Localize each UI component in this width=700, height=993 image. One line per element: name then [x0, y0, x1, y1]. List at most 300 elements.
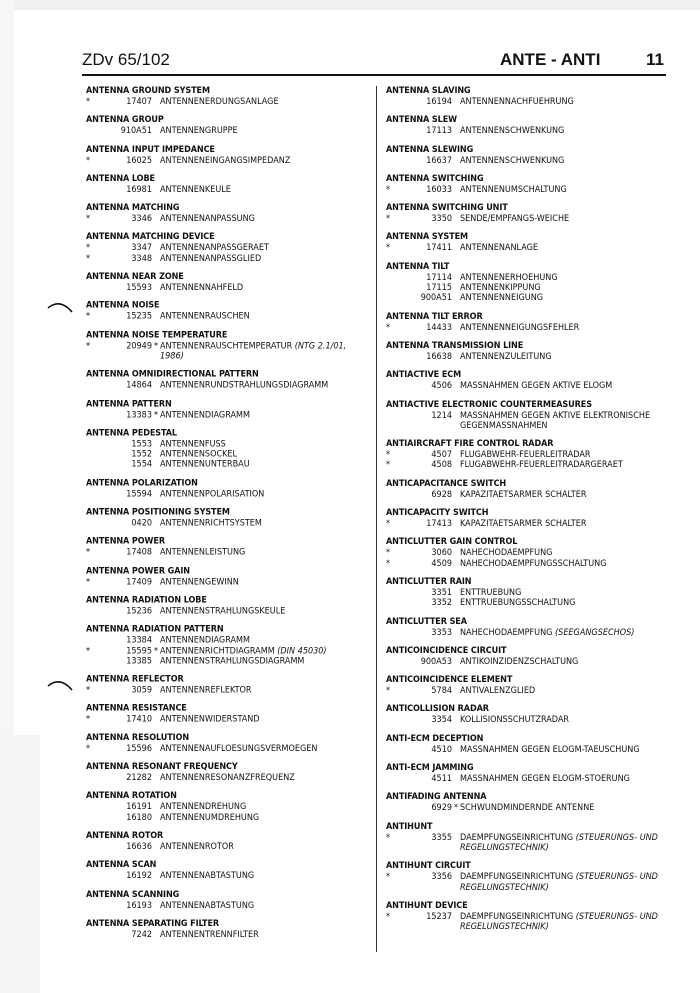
dictionary-entry — [86, 566, 370, 587]
translation-row — [86, 460, 370, 470]
dictionary-entry — [86, 86, 370, 107]
translation-row — [386, 598, 686, 608]
entry-term: ANTENNA PATTERN — [86, 399, 172, 410]
inline-marker: * — [154, 341, 159, 352]
german-translation-cell — [160, 773, 370, 783]
german-translation: MASSNAHMEN GEGEN ELOGM-STOERUNG — [460, 774, 630, 785]
german-translation: ANTENNENDREHUNG — [160, 802, 247, 813]
translation-row — [386, 185, 686, 195]
dictionary-entry — [86, 831, 370, 852]
usage-note: (STEUERUNGS- UND REGELUNGSTECHNIK) — [460, 872, 658, 893]
german-translation-cell — [460, 628, 686, 638]
star-marker — [386, 774, 402, 784]
dictionary-entry — [386, 646, 686, 667]
entry-term: ANTIHUNT CIRCUIT — [386, 861, 471, 872]
entry-code: 17113 — [426, 126, 452, 137]
entry-term: ANTENNA TILT ERROR — [386, 311, 483, 322]
german-translation: ANTENNENWIDERSTAND — [160, 714, 260, 725]
translation-row — [86, 744, 370, 754]
dictionary-entry — [386, 861, 686, 893]
german-translation: DAEMPFUNGSEINRICHTUNG — [460, 911, 574, 922]
german-translation-cell — [460, 559, 686, 569]
star-marker — [86, 802, 102, 812]
german-translation-cell — [160, 930, 370, 940]
entry-term: ANTENNA SCAN — [86, 860, 157, 871]
german-translation: ANTENNENNEIGUNGSFEHLER — [460, 322, 580, 333]
entry-term: ANTENNA RESISTANCE — [86, 703, 187, 714]
entry-term: ANTENNA NOISE TEMPERATURE — [86, 330, 228, 341]
german-translation-cell — [460, 126, 686, 136]
german-translation: ANTENNENANPASSGLIED — [160, 253, 262, 264]
german-translation-cell — [160, 283, 370, 293]
translation-row — [386, 912, 686, 933]
german-translation-cell — [460, 323, 686, 333]
german-translation: MASSNAHMEN GEGEN AKTIVE ELEKTRONISCHE GEGENMASSNAHMEN — [460, 410, 651, 431]
entry-code: 3060 — [431, 548, 452, 559]
entry-term: ANTENNA POSITIONING SYSTEM — [86, 507, 230, 518]
entry-code: 3059 — [131, 685, 152, 696]
dictionary-entry — [86, 330, 370, 362]
german-translation: ANTENNENEINGANGSIMPEDANZ — [160, 155, 291, 166]
entry-term: ANTIAIRCRAFT FIRE CONTROL RADAR — [386, 439, 554, 450]
translation-row — [86, 842, 370, 852]
german-translation: ANTENNENNAHFELD — [160, 282, 244, 293]
german-translation-cell — [160, 185, 370, 195]
entry-code: 16192 — [126, 871, 152, 882]
entry-term: ANTENNA RADIATION PATTERN — [86, 624, 224, 635]
dictionary-entry — [386, 901, 686, 933]
dictionary-entry — [86, 791, 370, 823]
german-translation: ANTENNENANLAGE — [460, 243, 539, 254]
translation-row — [86, 930, 370, 940]
translation-row — [86, 656, 370, 666]
star-marker: * — [386, 322, 391, 333]
german-translation: ANTENNENSTRAHLUNGSKEULE — [160, 606, 286, 617]
entry-term: ANTENNA REFLECTOR — [86, 674, 184, 685]
dictionary-entry — [386, 370, 686, 391]
page-number: 11 — [646, 50, 664, 69]
german-translation-cell — [160, 871, 370, 881]
entry-code: 3346 — [131, 214, 152, 225]
translation-row — [86, 97, 370, 107]
dictionary-entry — [386, 675, 686, 696]
german-translation: DAEMPFUNGSEINRICHTUNG — [460, 872, 574, 883]
german-translation-cell — [460, 156, 686, 166]
translation-row — [86, 636, 370, 646]
translation-row — [386, 97, 686, 107]
star-marker: * — [86, 253, 91, 264]
entry-term: ANTENNA ROTOR — [86, 831, 164, 842]
entry-code: 15595 — [126, 645, 152, 656]
german-translation: ANTENNENRUNDSTRAHLUNGSDIAGRAMM — [160, 380, 329, 391]
german-translation: ANTENNENKEULE — [160, 184, 231, 195]
dictionary-entry — [86, 301, 370, 322]
dictionary-entry — [386, 341, 686, 362]
german-translation-cell — [160, 243, 370, 253]
translation-row — [86, 901, 370, 911]
german-translation: ANTENNENAUFLOESUNGSVERMOEGEN — [160, 743, 318, 754]
translation-row — [86, 410, 370, 420]
entry-code: 3352 — [431, 598, 452, 609]
german-translation-cell — [460, 97, 686, 107]
inline-marker: * — [154, 645, 159, 656]
german-translation: ANTENNENNACHFUEHRUNG — [460, 97, 574, 107]
dictionary-entry — [86, 399, 370, 420]
star-marker: * — [86, 155, 91, 166]
entry-term: ANTICOINCIDENCE ELEMENT — [386, 675, 513, 686]
translation-row — [86, 126, 370, 136]
entry-code: 16033 — [426, 184, 452, 195]
star-marker — [386, 628, 402, 638]
entry-term: ANTI-ECM DECEPTION — [386, 733, 484, 744]
entry-code: 16636 — [126, 842, 152, 853]
translation-row — [86, 243, 370, 253]
entry-code: 3353 — [431, 627, 452, 638]
star-marker — [86, 773, 102, 783]
entry-term: ANTENNA RADIATION LOBE — [86, 595, 207, 606]
entry-term: ANTIACTIVE ELECTRONIC COUNTERMEASURES — [386, 399, 592, 410]
german-translation: ANTENNENTRENNFILTER — [160, 929, 259, 940]
entry-term: ANTENNA OMNIDIRECTIONAL PATTERN — [86, 369, 259, 380]
german-translation-cell — [460, 872, 686, 893]
german-translation: ANTIKOINZIDENZSCHALTUNG — [460, 656, 579, 667]
entry-code: 3355 — [431, 832, 452, 843]
dictionary-entry — [386, 792, 686, 813]
german-translation: KAPAZITAETSARMER SCHALTER — [460, 489, 587, 500]
german-translation-cell — [460, 715, 686, 725]
german-translation-cell — [160, 439, 370, 449]
star-marker — [386, 381, 402, 391]
german-translation: KAPAZITAETSARMER SCHALTER — [460, 519, 587, 530]
entry-term: ANTENNA ROTATION — [86, 791, 177, 802]
german-translation: ANTENNENPOLARISATION — [160, 489, 265, 500]
star-marker: * — [386, 243, 391, 254]
binding-hole-mark-bottom — [48, 682, 72, 690]
star-marker: * — [386, 214, 391, 225]
entry-term: ANTENNA LOBE — [86, 173, 155, 184]
german-translation-cell — [160, 901, 370, 911]
entry-code: 17114 — [426, 272, 452, 283]
german-translation: ANTENNENANPASSUNG — [160, 214, 255, 225]
german-translation-cell — [160, 341, 370, 362]
star-marker — [86, 439, 102, 449]
german-translation-cell — [160, 156, 370, 166]
german-translation: ANTENNENSOCKEL — [160, 449, 238, 460]
german-translation: ANTENNENGRUPPE — [160, 126, 238, 137]
star-marker — [386, 126, 402, 136]
star-marker: * — [86, 685, 91, 696]
star-marker — [386, 156, 402, 166]
entry-code: 3347 — [131, 243, 152, 254]
translation-row — [86, 439, 370, 449]
entry-code: 0420 — [131, 518, 152, 529]
entry-term: ANTIFADING ANTENNA — [386, 792, 487, 803]
german-translation-cell — [460, 912, 686, 933]
german-translation-cell — [460, 293, 686, 303]
dictionary-entry — [386, 262, 686, 304]
translation-row — [386, 548, 686, 558]
column-divider — [376, 86, 377, 952]
translation-row — [86, 715, 370, 725]
translation-row — [86, 185, 370, 195]
entry-code: 17409 — [126, 577, 152, 588]
star-marker: * — [86, 547, 91, 558]
german-translation: ANTENNENSCHWENKUNG — [460, 155, 565, 166]
translation-row — [86, 577, 370, 587]
entry-code: 15593 — [126, 282, 152, 293]
german-translation-cell — [460, 381, 686, 391]
german-translation-cell — [160, 577, 370, 587]
german-translation: ANTENNENGEWINN — [160, 577, 239, 588]
dictionary-entry — [386, 704, 686, 725]
star-marker — [86, 283, 102, 293]
entry-term: ANTENNA POLARIZATION — [86, 478, 198, 489]
entry-code: 3354 — [431, 715, 452, 726]
german-translation-cell — [160, 214, 370, 224]
translation-row — [86, 341, 370, 362]
translation-row — [386, 243, 686, 253]
german-translation-cell — [460, 185, 686, 195]
entry-term: ANTENNA RESOLUTION — [86, 732, 190, 743]
entry-term: ANTENNA SCANNING — [86, 889, 180, 900]
star-marker: * — [86, 312, 91, 323]
star-marker: * — [86, 96, 91, 107]
dictionary-entry — [386, 232, 686, 253]
german-translation: NAHECHODAEMPFUNG — [460, 548, 553, 559]
dictionary-entry — [86, 919, 370, 940]
dictionary-entry — [86, 625, 370, 667]
german-translation: ANTENNENREFLEKTOR — [160, 685, 252, 696]
dictionary-entry — [86, 595, 370, 616]
star-marker: * — [86, 743, 91, 754]
dictionary-entry — [386, 174, 686, 195]
german-translation-cell — [460, 803, 686, 813]
translation-row — [386, 450, 686, 460]
german-translation-cell — [460, 450, 686, 460]
entry-term: ANTICLUTTER GAIN CONTROL — [386, 537, 518, 548]
entry-term: ANTENNA INPUT IMPEDANCE — [86, 144, 215, 155]
german-translation-cell — [160, 381, 370, 391]
entry-code: 15237 — [426, 911, 452, 922]
star-marker — [86, 519, 102, 529]
translation-row — [86, 802, 370, 812]
german-translation-cell — [160, 606, 370, 616]
entry-term: ANTENNA MATCHING — [86, 203, 180, 214]
german-translation-cell — [460, 833, 686, 854]
translation-row — [386, 411, 686, 432]
entry-term: ANTENNA SYSTEM — [386, 232, 468, 243]
star-marker — [386, 293, 402, 303]
entry-code: 14433 — [426, 322, 452, 333]
star-marker — [386, 657, 402, 667]
entry-code: 15236 — [126, 606, 152, 617]
translation-row — [386, 156, 686, 166]
translation-row — [86, 312, 370, 322]
usage-note: (STEUERUNGS- UND REGELUNGSTECHNIK) — [460, 832, 658, 853]
german-translation: ANTENNENROTOR — [160, 842, 234, 853]
translation-row — [386, 745, 686, 755]
star-marker — [386, 745, 402, 755]
german-translation-cell — [460, 283, 686, 293]
translation-row — [386, 352, 686, 362]
german-translation: ANTENNENUMSCHALTUNG — [460, 184, 567, 195]
german-translation-cell — [460, 548, 686, 558]
star-marker: * — [386, 548, 391, 559]
star-marker: * — [86, 243, 91, 254]
dictionary-entry — [86, 508, 370, 529]
dictionary-entry — [386, 537, 686, 569]
translation-row — [86, 646, 370, 656]
star-marker: * — [386, 872, 391, 883]
star-marker — [386, 598, 402, 608]
german-translation-cell — [460, 352, 686, 362]
dictionary-entry — [86, 537, 370, 558]
entry-code: 17115 — [426, 283, 452, 294]
entry-term: ANTENNA SWITCHING UNIT — [386, 203, 508, 214]
entry-code: 13383 — [126, 410, 152, 421]
german-translation: ANTENNENERDUNGSANLAGE — [160, 96, 279, 107]
german-translation: ANTENNENFUSS — [160, 439, 226, 450]
german-translation-cell — [460, 657, 686, 667]
entry-code: 16025 — [126, 155, 152, 166]
translation-row — [386, 657, 686, 667]
entry-term: ANTICOINCIDENCE CIRCUIT — [386, 645, 507, 656]
dictionary-entry — [386, 479, 686, 500]
star-marker — [86, 450, 102, 460]
german-translation-cell — [160, 548, 370, 558]
entry-term: ANTENNA POWER GAIN — [86, 566, 190, 577]
left-column — [86, 86, 370, 948]
star-marker — [386, 97, 402, 107]
german-translation-cell — [460, 411, 686, 432]
german-translation: ANTENNENABTASTUNG — [160, 871, 255, 882]
star-marker — [86, 410, 102, 420]
entry-code: 21282 — [126, 773, 152, 784]
entry-code: 16637 — [426, 155, 452, 166]
star-marker: * — [386, 460, 391, 471]
dictionary-entry — [86, 733, 370, 754]
german-translation: ANTENNENABTASTUNG — [160, 900, 255, 911]
german-translation: ANTENNENZULEITUNG — [460, 351, 552, 362]
entry-term: ANTICAPACITY SWITCH — [386, 508, 489, 519]
german-translation: ANTENNENERHOEHUNG — [460, 272, 558, 283]
star-marker — [386, 588, 402, 598]
german-translation: NAHECHODAEMPFUNG — [460, 627, 553, 638]
star-marker — [86, 185, 102, 195]
dictionary-entry — [386, 617, 686, 638]
entry-code: 6928 — [431, 489, 452, 500]
entry-code: 1553 — [131, 439, 152, 450]
entry-code: 15596 — [126, 743, 152, 754]
dictionary-entry — [86, 674, 370, 695]
german-translation-cell — [160, 636, 370, 646]
entry-code: 15235 — [126, 312, 152, 323]
star-marker — [386, 411, 402, 432]
entry-code: 17408 — [126, 547, 152, 558]
german-translation: ANTENNENUMDREHUNG — [160, 812, 260, 823]
german-translation: ANTENNENKIPPUNG — [460, 283, 541, 294]
star-marker — [86, 460, 102, 470]
dictionary-entry — [386, 400, 686, 432]
translation-row — [86, 489, 370, 499]
star-marker — [386, 273, 402, 283]
dictionary-entry — [86, 145, 370, 166]
page-header — [82, 48, 666, 72]
translation-row — [86, 381, 370, 391]
dictionary-entry — [86, 762, 370, 783]
dictionary-entry — [86, 203, 370, 224]
german-translation-cell — [460, 490, 686, 500]
entry-term: ANTENNA RESONANT FREQUENCY — [86, 762, 238, 773]
german-translation-cell — [160, 254, 370, 264]
german-translation: ANTIVALENZGLIED — [460, 686, 536, 697]
translation-row — [86, 254, 370, 264]
entry-term: ANTICAPACITANCE SWITCH — [386, 478, 507, 489]
german-translation-cell — [160, 312, 370, 322]
german-translation-cell — [160, 410, 370, 420]
star-marker: * — [386, 519, 391, 530]
german-translation: SCHWUNDMINDERNDE ANTENNE — [460, 803, 595, 814]
dictionary-entry — [86, 478, 370, 499]
german-translation-cell — [160, 489, 370, 499]
entry-term: ANTI-ECM JAMMING — [386, 763, 474, 774]
german-translation: ANTENNENSCHWENKUNG — [460, 126, 565, 137]
translation-row — [86, 871, 370, 881]
entry-code: 5784 — [431, 686, 452, 697]
translation-row — [86, 519, 370, 529]
document-id: ZDv 65/102 — [82, 50, 170, 69]
dictionary-entry — [86, 890, 370, 911]
entry-code: 6929 — [431, 803, 452, 814]
german-translation-cell — [160, 802, 370, 812]
translation-row — [86, 685, 370, 695]
star-marker — [86, 489, 102, 499]
usage-note: (NTG 2.1/01, 1986) — [160, 341, 347, 362]
entry-code: 17413 — [426, 519, 452, 530]
inline-marker: * — [154, 410, 159, 421]
star-marker: * — [86, 645, 91, 656]
dictionary-entry — [386, 508, 686, 529]
translation-row — [86, 606, 370, 616]
binding-hole-mark-top — [48, 304, 72, 312]
german-translation-cell — [160, 97, 370, 107]
entry-code: 17410 — [126, 714, 152, 725]
dictionary-entry — [386, 439, 686, 471]
translation-row — [386, 126, 686, 136]
entry-code: 13385 — [126, 656, 152, 667]
star-marker: * — [386, 911, 391, 922]
star-marker — [86, 930, 102, 940]
translation-row — [386, 273, 686, 283]
header-rule — [82, 74, 666, 76]
translation-row — [386, 293, 686, 303]
entry-code: 17411 — [426, 243, 452, 254]
star-marker: * — [386, 450, 391, 461]
entry-code: 14864 — [126, 380, 152, 391]
translation-row — [386, 872, 686, 893]
german-translation: NAHECHODAEMPFUNGSSCHALTUNG — [460, 558, 607, 569]
german-translation: ANTENNENRICHTDIAGRAMM — [160, 645, 275, 656]
dictionary-entry — [86, 232, 370, 264]
german-translation: MASSNAHMEN GEGEN AKTIVE ELOGM — [460, 381, 613, 392]
translation-row — [386, 559, 686, 569]
star-marker — [386, 715, 402, 725]
translation-row — [86, 813, 370, 823]
dictionary-entry — [386, 145, 686, 166]
entry-code: 17407 — [126, 96, 152, 107]
german-translation: ANTENNENRAUSCHTEMPERATUR — [160, 341, 293, 352]
german-translation-cell — [160, 715, 370, 725]
